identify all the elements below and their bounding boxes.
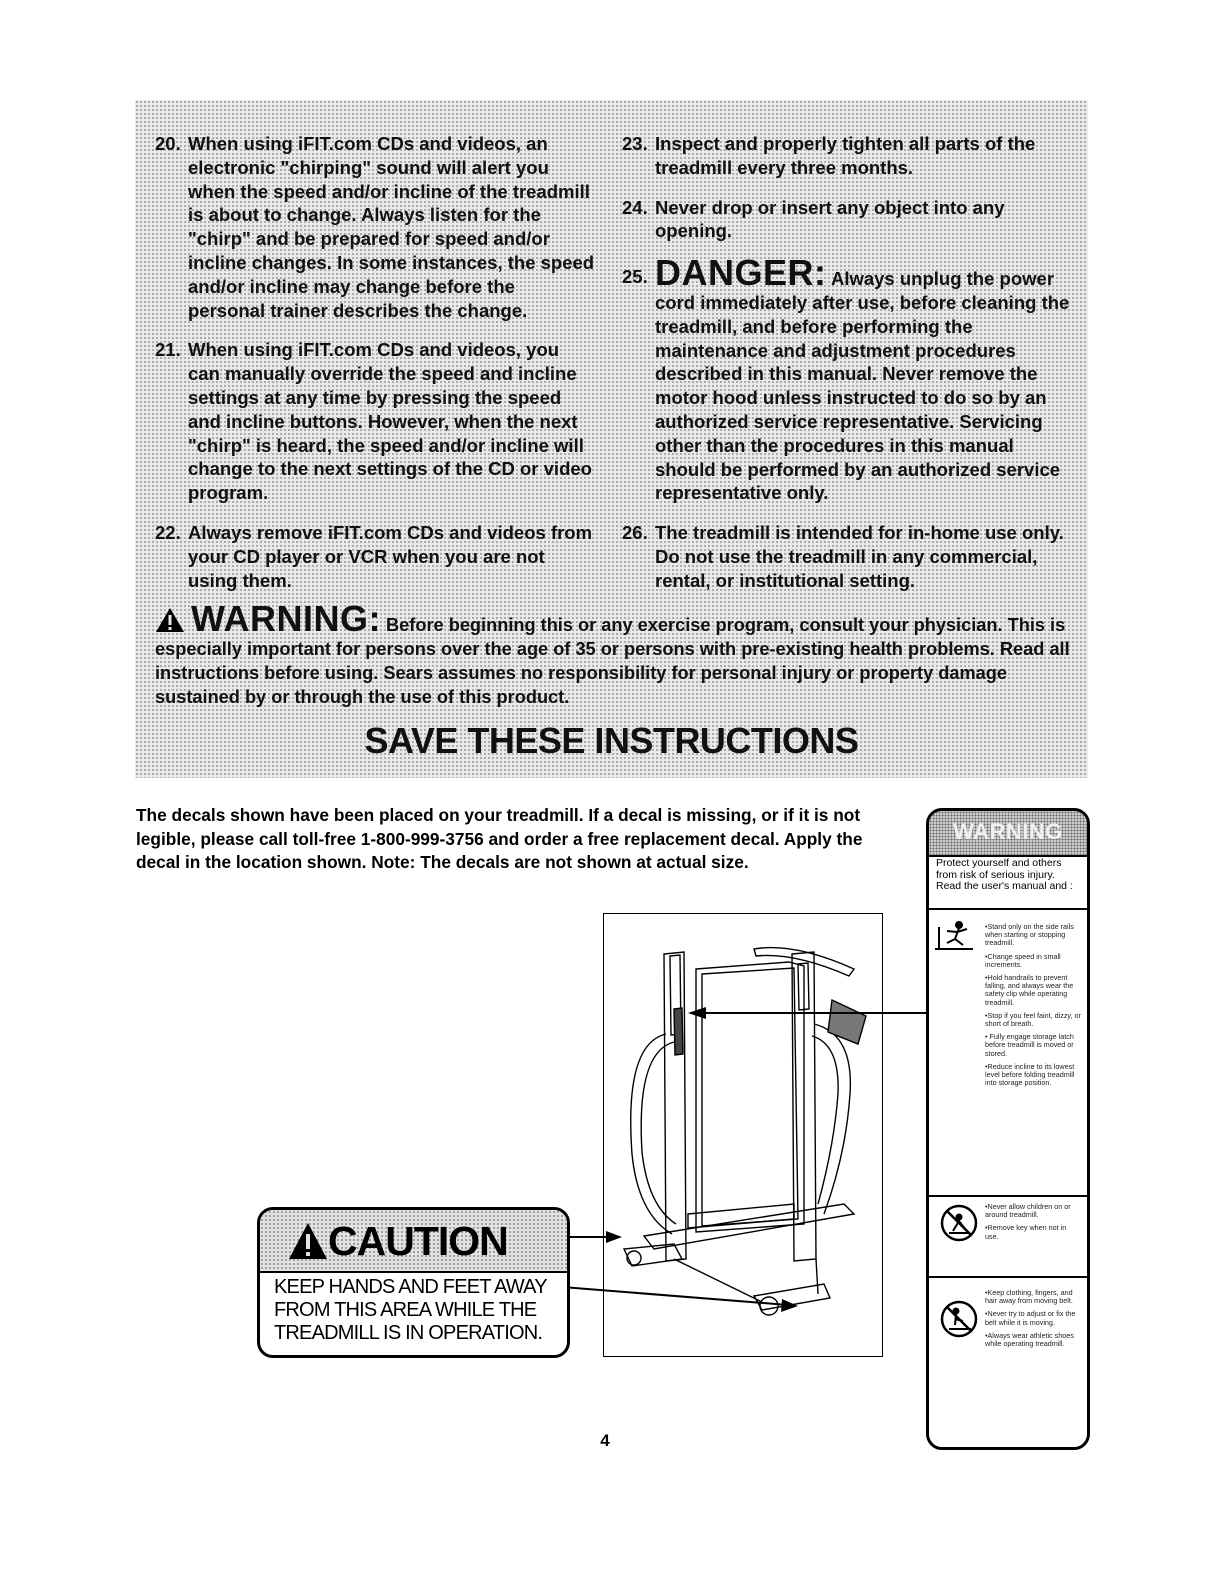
warning-decal-title: WARNING xyxy=(953,819,1063,844)
decal-bullet: •Always wear athletic shoes while operating treadmill. xyxy=(985,1330,1074,1349)
decal-bullet: • Fully engage storage latch before treadmill is moved or stored. xyxy=(985,1032,1074,1058)
divider xyxy=(929,1276,1087,1278)
warning-decal-section-2 xyxy=(985,1203,1081,1246)
decal-bullet: •Never try to adjust or fix the belt while it is moving. xyxy=(985,1309,1076,1327)
decal-bullet: •Hold handrails to prevent falling, and always wear the safety clip while operating treadmill. xyxy=(985,973,1074,1007)
divider xyxy=(929,908,1087,910)
decal-arrows xyxy=(560,1005,930,1325)
item-number: 26. xyxy=(622,522,648,544)
item-text: Never drop or insert any object into any opening. xyxy=(655,196,1005,242)
save-instructions-title: SAVE THESE INSTRUCTIONS xyxy=(364,720,859,761)
safety-item xyxy=(155,338,595,505)
safety-item xyxy=(155,521,595,592)
caution-body-text: KEEP HANDS AND FEET AWAY FROM THIS AREA WHILE THE TREADMILL IS IN OPERATION. xyxy=(274,1276,547,1344)
warning-triangle-icon xyxy=(155,607,185,633)
danger-label: DANGER: xyxy=(655,252,827,294)
item-text: The treadmill is intended for in-home use only. Do not use the treadmill in any commercial, rental, or institutional setting. xyxy=(655,522,1064,591)
item-number: 24. xyxy=(622,196,648,218)
item-text: Always remove iFIT.com CDs and videos from your CD player or VCR when you are not using them. xyxy=(188,521,593,591)
item-number: 25. xyxy=(622,266,648,288)
item-number: 23. xyxy=(622,133,648,154)
item-text: Inspect and properly tighten all parts of the treadmill every three months. xyxy=(655,133,1036,178)
decal-bullet: •Keep clothing, fingers, and hair away from moving belt. xyxy=(985,1288,1073,1306)
page-number: 4 xyxy=(600,1431,610,1450)
safety-item xyxy=(622,521,1072,592)
safety-item xyxy=(622,196,1072,244)
warning-decal-section-3 xyxy=(985,1289,1081,1353)
caution-decal-header xyxy=(260,1210,567,1273)
safety-instructions-panel xyxy=(135,100,1088,778)
keep-clear-of-belt-icon xyxy=(939,1299,979,1339)
general-warning xyxy=(155,598,1070,709)
caution-triangle-icon xyxy=(288,1222,328,1260)
decal-bullet: •Reduce incline to its lowest level before folding treadmill into storage position. xyxy=(985,1061,1075,1088)
caution-decal xyxy=(257,1207,570,1358)
item-text: When using iFIT.com CDs and videos, an electronic "chirping" sound will alert you when the speed and/or incline of the treadmill is about to change. Always listen for the "chirp" and be prepared for speed and/or incline changes. In some instances, the speed and/or incline may change before the personal trainer describes the change. xyxy=(188,133,595,321)
divider xyxy=(929,1195,1087,1197)
decal-bullet: •Change speed in small increments. xyxy=(985,951,1061,969)
warning-decal-header xyxy=(929,811,1087,857)
item-number: 20. xyxy=(155,133,181,154)
decal-bullet: •Remove key when not in use. xyxy=(985,1223,1067,1241)
safety-item-danger xyxy=(622,252,1072,505)
decal-bullet: •Stand only on the side rails when starting or stopping treadmill. xyxy=(985,922,1074,948)
warning-decal-section-1 xyxy=(985,923,1081,1092)
right-column xyxy=(622,132,1072,609)
warning-decal xyxy=(926,808,1090,1450)
stand-on-rails-icon xyxy=(933,919,975,955)
left-column xyxy=(155,132,595,608)
item-text: When using iFIT.com CDs and videos, you can manually override the speed and incline settings at any time by pressing the speed and incline buttons. However, when the next "chirp" is heard, the speed and/or incline will change to the next settings of the CD or video program. xyxy=(188,339,592,504)
safety-item xyxy=(622,132,1072,180)
item-text: Always unplug the power cord immediately after use, before cleaning the treadmill, and before performing the maintenance and adjustment procedures described in this manual. Never remove the motor hood unless instructed to do so by an authorized service representative. Servicing other than the procedures in this manual should be performed by an authorized service representative only. xyxy=(655,268,1070,504)
warning-text: Before beginning this or any exercise program, consult your physician. This is especially important for persons over the age of 35 or persons with pre-existing health problems. Read all instructions before using. Sears assumes no responsibility for personal injury or property damage sustained by or through the use of this product. xyxy=(155,615,1070,707)
decal-bullet: •Never allow children on or around treadmill. xyxy=(985,1202,1071,1220)
decal-bullet: •Stop if you feel faint, dizzy, or short of breath. xyxy=(985,1010,1081,1029)
item-number: 21. xyxy=(155,339,181,361)
no-children-icon xyxy=(939,1203,979,1243)
caution-title: CAUTION xyxy=(328,1218,508,1264)
item-number: 22. xyxy=(155,521,181,543)
decal-intro-text: The decals shown have been placed on your treadmill. If a decal is missing, or if it is not legible, please call toll-free 1-800-999-3756 and order a free replacement decal. Apply the decal in the location shown. Note: The decals are not shown at actual size. xyxy=(136,805,863,872)
warning-label: WARNING: xyxy=(191,598,381,639)
safety-item xyxy=(155,132,595,322)
warning-decal-intro: Protect yourself and others from risk of serious injury. Read the user's manual and : xyxy=(936,857,1073,893)
